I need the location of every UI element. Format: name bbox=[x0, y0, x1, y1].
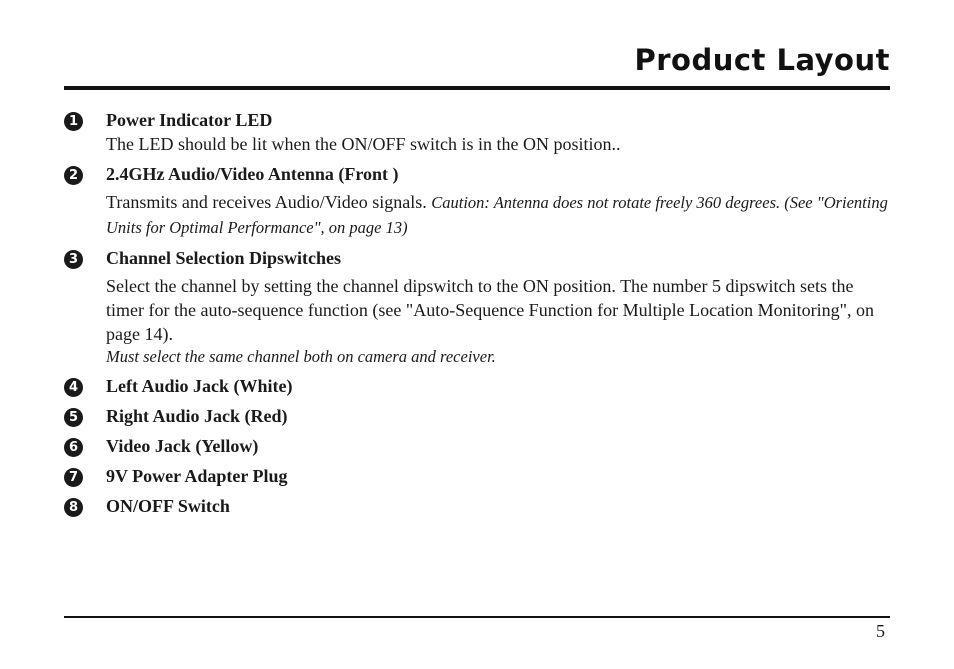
footer-rule bbox=[64, 616, 890, 618]
item-title: Channel Selection Dipswitches bbox=[106, 248, 342, 268]
list-item-power-adapter-plug bbox=[64, 464, 890, 488]
item-title: Video Jack (Yellow) bbox=[106, 436, 259, 456]
number-2-icon: 2 bbox=[64, 166, 83, 185]
list-item-video-jack bbox=[64, 434, 890, 458]
item-title: 9V Power Adapter Plug bbox=[106, 466, 288, 486]
caution-text: Caution: Antenna does not rotate freely 360 degrees. (See "Orienting Units for Optimal Performance", on page 13) bbox=[106, 193, 888, 237]
title-rule bbox=[64, 86, 890, 90]
item-title: Power Indicator LED bbox=[106, 110, 273, 130]
item-title: 2.4GHz Audio/Video Antenna (Front ) bbox=[106, 164, 399, 184]
list-item-power-indicator-led bbox=[64, 108, 890, 156]
product-layout-list bbox=[64, 108, 890, 518]
number-4-icon: 4 bbox=[64, 378, 83, 397]
item-description: Transmits and receives Audio/Video signals. bbox=[106, 192, 432, 212]
item-title: Right Audio Jack (Red) bbox=[106, 406, 288, 426]
item-note: Must select the same channel both on camera and receiver. bbox=[106, 347, 496, 366]
number-6-icon: 6 bbox=[64, 438, 83, 457]
list-item-channel-dipswitches bbox=[64, 246, 890, 368]
number-8-icon: 8 bbox=[64, 498, 83, 517]
list-item-right-audio-jack bbox=[64, 404, 890, 428]
item-description-block bbox=[106, 190, 890, 240]
list-item-on-off-switch bbox=[64, 494, 890, 518]
list-item-left-audio-jack bbox=[64, 374, 890, 398]
item-description: Select the channel by setting the channel dipswitch to the ON position. The number 5 dipswitch sets the timer for the auto-sequence function (see "Auto-Sequence Function for Multiple Location Monitoring", on page 14). bbox=[106, 276, 874, 344]
number-3-icon: 3 bbox=[64, 250, 83, 269]
item-description: The LED should be lit when the ON/OFF switch is in the ON position.. bbox=[106, 134, 621, 154]
number-1-icon: 1 bbox=[64, 112, 83, 131]
number-5-icon: 5 bbox=[64, 408, 83, 427]
page-number: 5 bbox=[876, 621, 885, 641]
item-title: Left Audio Jack (White) bbox=[106, 376, 293, 396]
item-title: ON/OFF Switch bbox=[106, 496, 230, 516]
list-item-antenna bbox=[64, 162, 890, 240]
number-7-icon: 7 bbox=[64, 468, 83, 487]
page-title: Product Layout bbox=[634, 43, 890, 77]
